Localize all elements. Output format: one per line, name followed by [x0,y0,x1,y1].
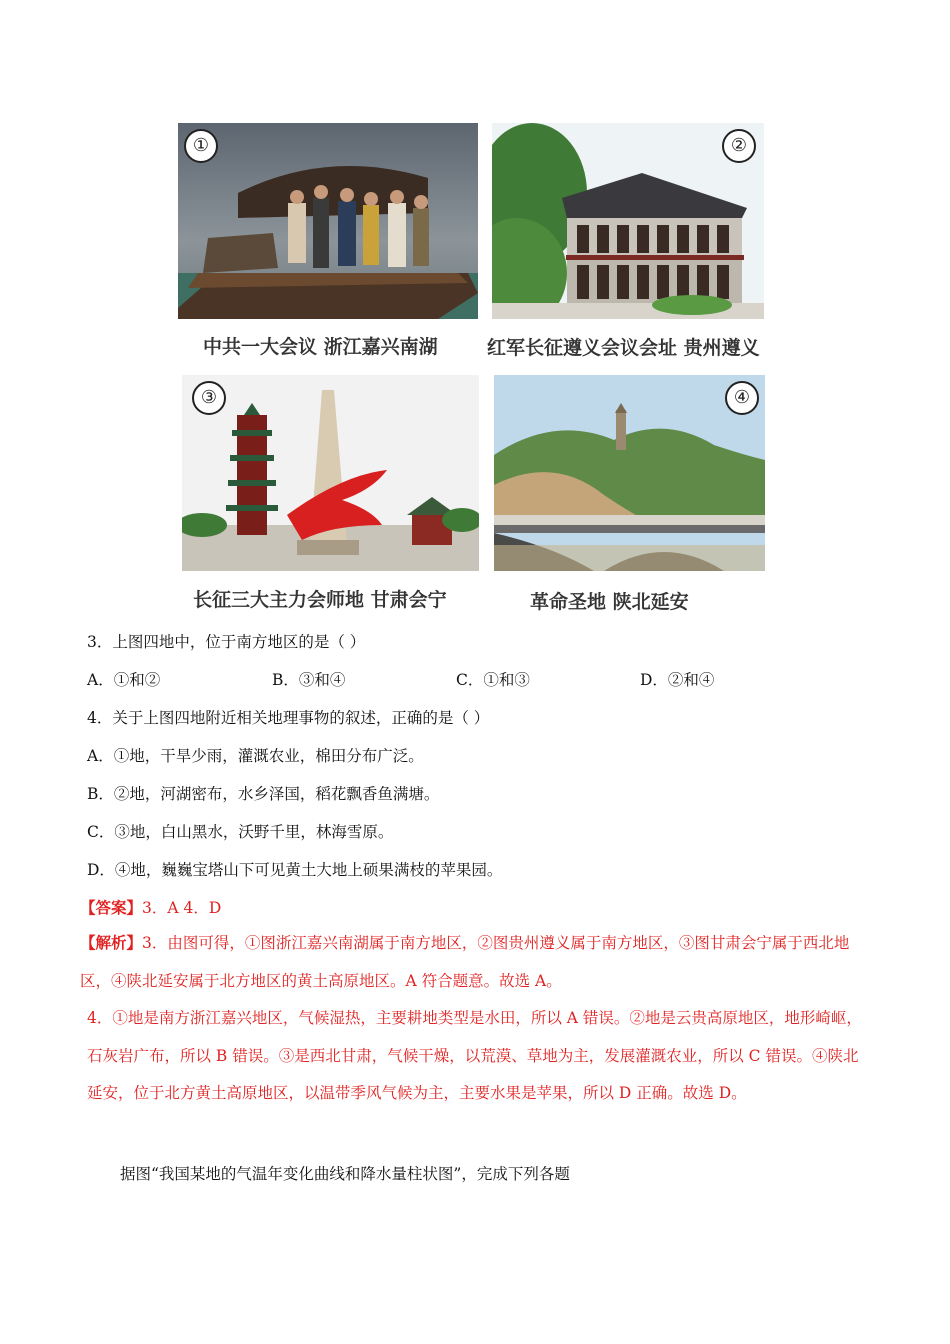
photo-nanhu-boat [178,123,478,319]
photo-caption: 革命圣地 陕北延安 [530,591,689,613]
analysis-label: 【解析】 [80,933,143,952]
photo-badge: ① [184,129,218,163]
analysis-q3-text: 3．由图可得，①图浙江嘉兴南湖属于南方地区，②图贵州遵义属于南方地区，③图甘肃会宁属于西北地区，④陕北延安属于北方地区的黄土高原地区。A 符合题意。故选 A。 [80,934,850,990]
photo-badge: ④ [725,381,759,415]
question-3-option-b[interactable]: B．③和④ [272,671,346,689]
photo-caption: 中共一大会议 浙江嘉兴南湖 [203,336,438,358]
photo-zunyi-building [492,123,764,319]
analysis-q4: 4．①地是南方浙江嘉兴地区，气候湿热，主要耕地类型是水田，所以 A 错误。②地是云贵高原地区，地形崎岖，石灰岩广布，所以 B 错误。③是西北甘肃，气候干燥，以荒漠、草地为主，发展灌溉农业，所以 C 错误。④陕北延安，位于北方黄土高原地区，以温带季风气候为主，主要水果是苹果，所以 D 正确。故选 D。 [87,1009,862,1102]
question-4-option-a[interactable]: A．①地，干旱少雨，灌溉农业，棉田分布广泛。 [87,747,424,765]
question-4-stem: 4．关于上图四地附近相关地理事物的叙述，正确的是（ ） [87,709,490,727]
question-4-option-c[interactable]: C．③地，白山黑水，沃野千里，林海雪原。 [87,823,394,841]
question-3-option-a[interactable]: A．①和② [87,671,161,689]
photo-badge: ③ [192,381,226,415]
question-3-stem: 3．上图四地中，位于南方地区的是（ ） [87,633,366,651]
photo-huining-monument [182,375,479,571]
answer-text: 3．A 4．D [142,899,222,917]
answer-label: 【答案】 [80,898,143,917]
next-section-intro: 据图“我国某地的气温年变化曲线和降水量柱状图”，完成下列各题 [120,1165,570,1183]
answer-line [80,896,221,918]
question-3-option-c[interactable]: C．①和③ [456,671,530,689]
photo-yanan-pagoda [494,375,765,571]
question-3-option-d[interactable]: D．②和④ [640,671,715,689]
analysis-q3 [80,924,862,1000]
question-4-option-d[interactable]: D．④地，巍巍宝塔山下可见黄土大地上硕果满枝的苹果园。 [87,861,503,879]
question-4-option-b[interactable]: B．②地，河湖密布，水乡泽国，稻花飘香鱼满塘。 [87,785,440,803]
photo-caption: 红军长征遵义会议会址 贵州遵义 [487,337,760,359]
photo-caption: 长征三大主力会师地 甘肃会宁 [193,589,447,611]
photo-badge: ② [722,129,756,163]
